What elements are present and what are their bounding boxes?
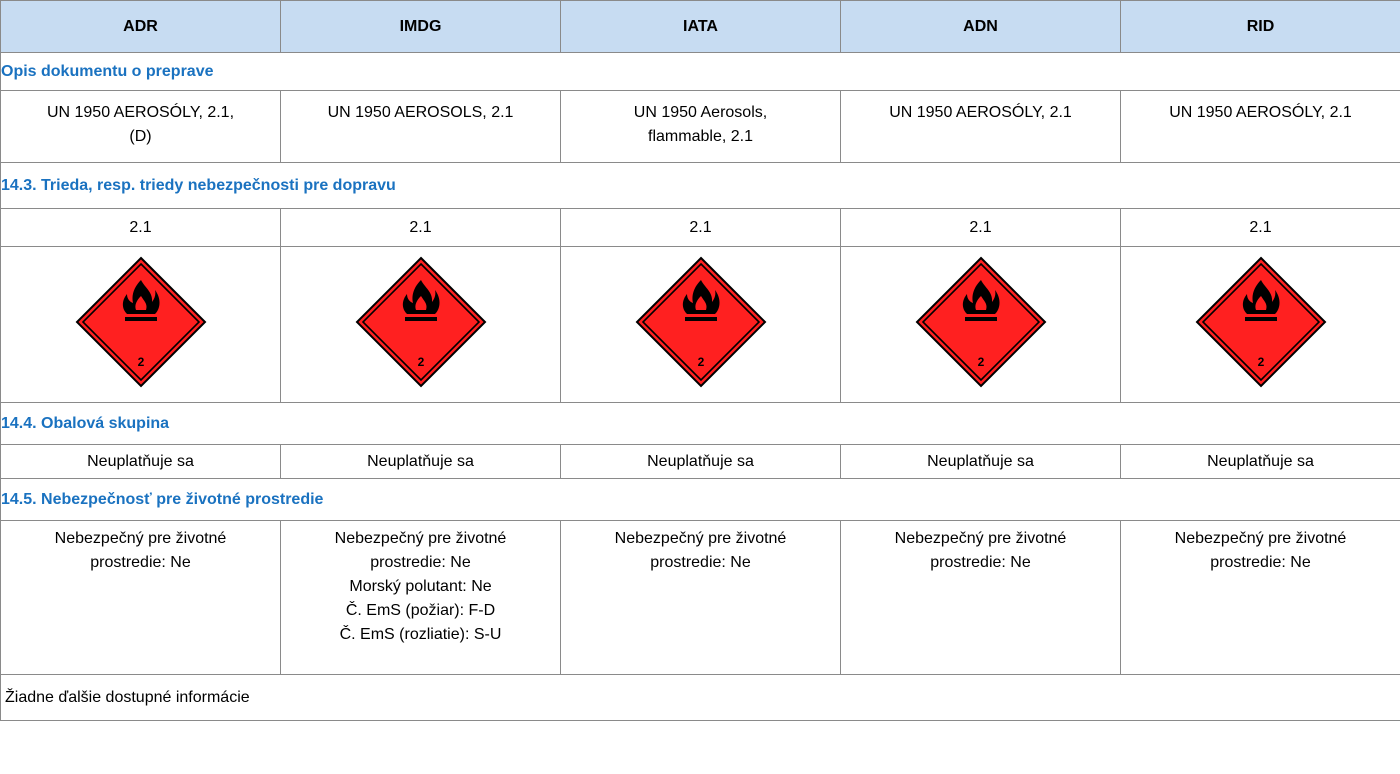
column-header-row bbox=[1, 1, 1400, 53]
cell-line: Č. EmS (požiar): F-D bbox=[345, 602, 496, 619]
cell-line: Nebezpečný pre životné bbox=[894, 530, 1067, 547]
section-title-environment: 14.5. Nebezpečnosť pre životné prostredie bbox=[1, 479, 1400, 521]
environment-cell-imdg bbox=[281, 521, 561, 675]
cell-line: Nebezpečný pre životné bbox=[614, 530, 787, 547]
flammable-gas-diamond-icon bbox=[635, 256, 767, 388]
cell-line: UN 1950 AEROSÓLY, 2.1 bbox=[1169, 104, 1352, 121]
column-header-imdg: IMDG bbox=[281, 1, 561, 53]
cell-line: prostredie: Ne bbox=[650, 554, 751, 571]
flammable-gas-diamond-icon bbox=[1195, 256, 1327, 388]
cell-line: UN 1950 AEROSÓLY, 2.1, bbox=[46, 104, 235, 121]
packing-group-cell-rid: Neuplatňuje sa bbox=[1121, 445, 1400, 479]
transport-desc-row bbox=[1, 91, 1400, 163]
svg-text:2: 2 bbox=[137, 355, 144, 369]
section-row-transport-desc bbox=[1, 53, 1400, 91]
hazard-class-cell-adr: 2.1 bbox=[1, 209, 281, 247]
cell-line: Nebezpečný pre životné bbox=[1174, 530, 1347, 547]
cell-line: prostredie: Ne bbox=[90, 554, 191, 571]
section-row-packing-group bbox=[1, 403, 1400, 445]
footer-note: Žiadne ďalšie dostupné informácie bbox=[1, 675, 1400, 721]
flammable-gas-diamond-icon bbox=[915, 256, 1047, 388]
hazard-class-cell-adn: 2.1 bbox=[841, 209, 1121, 247]
section-title-transport-desc: Opis dokumentu o preprave bbox=[1, 53, 1400, 91]
hazard-class-row bbox=[1, 209, 1400, 247]
column-header-rid: RID bbox=[1121, 1, 1400, 53]
packing-group-cell-adn: Neuplatňuje sa bbox=[841, 445, 1121, 479]
pictogram-row bbox=[1, 247, 1400, 403]
cell-line: UN 1950 AEROSÓLY, 2.1 bbox=[889, 104, 1072, 121]
packing-group-row bbox=[1, 445, 1400, 479]
flammable-gas-diamond-icon bbox=[75, 256, 207, 388]
cell-line: (D) bbox=[129, 128, 152, 145]
cell-line: UN 1950 AEROSOLS, 2.1 bbox=[327, 104, 514, 121]
transport-desc-cell-adn bbox=[841, 91, 1121, 163]
svg-text:2: 2 bbox=[977, 355, 984, 369]
environment-cell-iata bbox=[561, 521, 841, 675]
transport-desc-cell-rid bbox=[1121, 91, 1400, 163]
hazard-class-cell-imdg: 2.1 bbox=[281, 209, 561, 247]
pictogram-cell-rid bbox=[1121, 247, 1400, 403]
column-header-adn: ADN bbox=[841, 1, 1121, 53]
cell-line: prostredie: Ne bbox=[1210, 554, 1311, 571]
transport-desc-cell-adr bbox=[1, 91, 281, 163]
svg-text:2: 2 bbox=[1257, 355, 1264, 369]
section-row-environment bbox=[1, 479, 1400, 521]
environment-cell-adn bbox=[841, 521, 1121, 675]
pictogram-cell-adr bbox=[1, 247, 281, 403]
section-row-hazard-class bbox=[1, 163, 1400, 209]
cell-line: flammable, 2.1 bbox=[648, 128, 753, 145]
cell-line: prostredie: Ne bbox=[370, 554, 471, 571]
pictogram-cell-iata bbox=[561, 247, 841, 403]
cell-line: Č. EmS (rozliatie): S-U bbox=[339, 626, 502, 643]
environment-cell-adr bbox=[1, 521, 281, 675]
packing-group-cell-imdg: Neuplatňuje sa bbox=[281, 445, 561, 479]
column-header-iata: IATA bbox=[561, 1, 841, 53]
footer-row bbox=[1, 675, 1400, 721]
transport-desc-cell-iata bbox=[561, 91, 841, 163]
section-title-packing-group: 14.4. Obalová skupina bbox=[1, 403, 1400, 445]
section-title-hazard-class: 14.3. Trieda, resp. triedy nebezpečnosti pre dopravu bbox=[1, 163, 1400, 209]
column-header-adr: ADR bbox=[1, 1, 281, 53]
packing-group-cell-iata: Neuplatňuje sa bbox=[561, 445, 841, 479]
cell-line: Nebezpečný pre životné bbox=[54, 530, 227, 547]
environment-cell-rid bbox=[1121, 521, 1400, 675]
cell-line: Morský polutant: Ne bbox=[349, 578, 492, 595]
hazard-class-cell-rid: 2.1 bbox=[1121, 209, 1400, 247]
environment-row bbox=[1, 521, 1400, 675]
svg-text:2: 2 bbox=[417, 355, 424, 369]
cell-line: prostredie: Ne bbox=[930, 554, 1031, 571]
cell-line: UN 1950 Aerosols, bbox=[633, 104, 768, 121]
svg-text:2: 2 bbox=[697, 355, 704, 369]
hazard-class-cell-iata: 2.1 bbox=[561, 209, 841, 247]
pictogram-cell-imdg bbox=[281, 247, 561, 403]
flammable-gas-diamond-icon bbox=[355, 256, 487, 388]
pictogram-cell-adn bbox=[841, 247, 1121, 403]
packing-group-cell-adr: Neuplatňuje sa bbox=[1, 445, 281, 479]
transport-desc-cell-imdg bbox=[281, 91, 561, 163]
cell-line: Nebezpečný pre životné bbox=[334, 530, 507, 547]
